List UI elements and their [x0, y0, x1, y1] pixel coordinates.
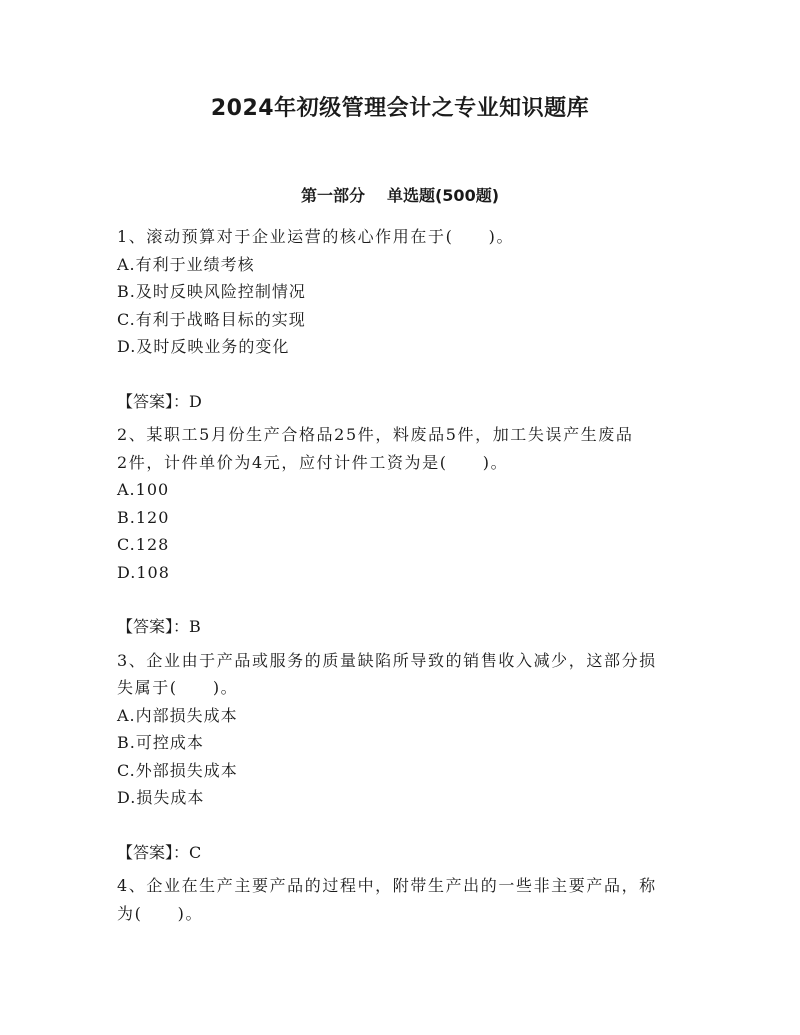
question-stem-line: 2件，计件单价为4元，应付计件工资为是( )。: [117, 452, 509, 472]
section-title: [0, 185, 800, 207]
answer-value: B: [189, 617, 201, 636]
question-4: [117, 872, 687, 927]
answer-label: 【答案】：: [117, 391, 190, 411]
option-a: A.内部损失成本: [117, 705, 238, 725]
answer-line: [117, 613, 687, 641]
question-stem-line: 4、企业在生产主要产品的过程中，附带生产出的一些非主要产品，称: [117, 876, 657, 895]
answer-value: C: [189, 842, 202, 862]
question-1: [117, 223, 687, 415]
answer-line: [117, 388, 687, 416]
answer-line: [117, 839, 687, 867]
question-stem-line: 失属于( )。: [117, 678, 239, 697]
question-3: [117, 647, 687, 867]
question-stem: [117, 872, 687, 927]
section-name: 单选题(500题): [386, 186, 500, 205]
option-d: D.108: [117, 562, 170, 582]
option-list: [117, 476, 687, 586]
option-a: A.有利于业绩考核: [117, 254, 255, 274]
section-part: 第一部分: [300, 186, 365, 205]
option-list: [117, 702, 687, 812]
option-a: A.100: [117, 480, 170, 499]
document-title: 2024年初级管理会计之专业知识题库: [210, 96, 590, 121]
answer-label: 【答案】：: [117, 617, 190, 636]
question-stem-line: 为( )。: [117, 903, 204, 923]
question-stem-line: 3、企业由于产品或服务的质量缺陷所导致的销售收入减少，这部分损: [117, 650, 657, 670]
option-b: B.及时反映风险控制情况: [117, 282, 306, 301]
answer-label: 【答案】：: [117, 842, 190, 862]
question-stem: [117, 647, 687, 702]
option-d: D.损失成本: [117, 788, 205, 807]
option-list: [117, 251, 687, 361]
question-2: [117, 421, 687, 641]
option-c: C.128: [117, 535, 170, 554]
question-list: [117, 223, 687, 927]
option-c: C.有利于战略目标的实现: [117, 309, 306, 329]
option-c: C.外部损失成本: [117, 760, 238, 780]
question-stem-line: 2、某职工5月份生产合格品25件，料废品5件，加工失误产生废品: [117, 425, 634, 444]
question-stem: [117, 421, 687, 476]
answer-value: D: [189, 391, 202, 411]
question-stem: [117, 223, 687, 251]
option-b: B.120: [117, 507, 170, 527]
question-stem-line: 1、滚动预算对于企业运营的核心作用在于( )。: [117, 227, 515, 246]
option-d: D.及时反映业务的变化: [117, 337, 290, 356]
option-b: B.可控成本: [117, 733, 204, 752]
